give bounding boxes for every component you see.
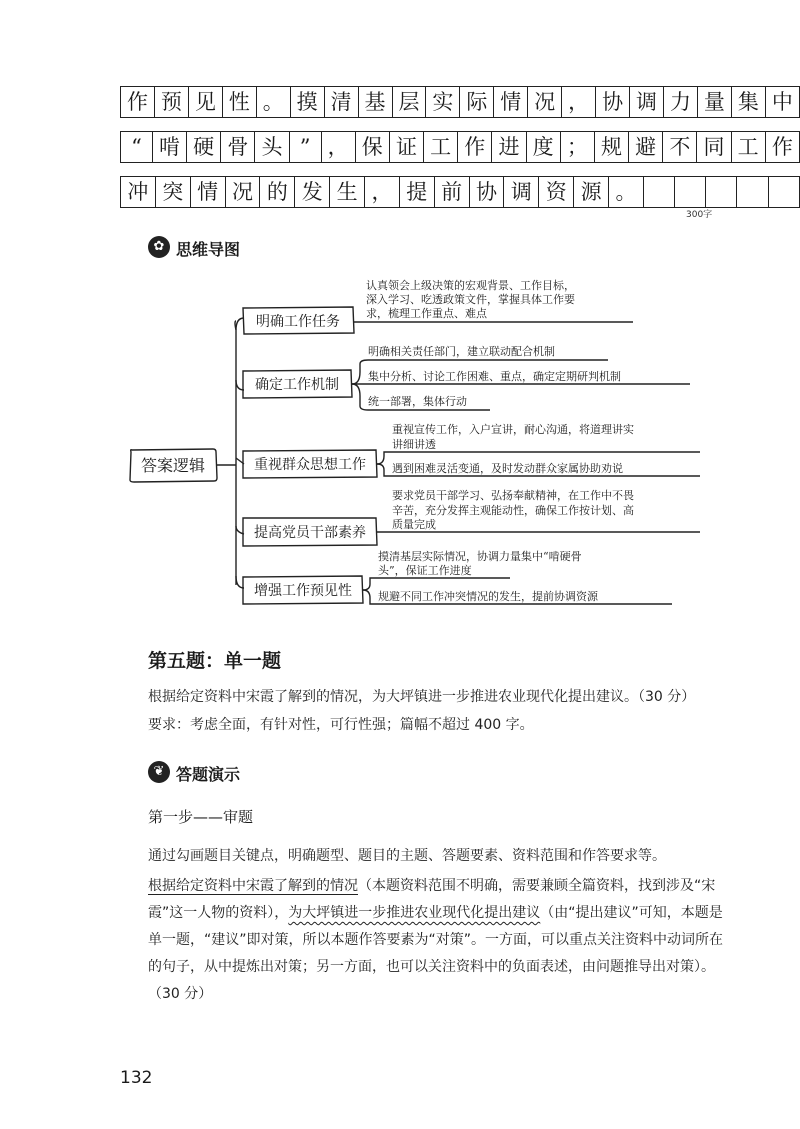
grid-cell: 工 [731, 132, 765, 163]
grid-cell: 集 [731, 87, 765, 118]
mindmap-heading: 思维导图 [176, 240, 241, 259]
grid-cell: ； [560, 132, 594, 163]
grid-cell: 头 [255, 132, 289, 163]
grid-cell: 的 [260, 177, 295, 208]
grid-cell: 况 [225, 177, 260, 208]
grid-cell: “ [121, 132, 153, 163]
grid-cell: 证 [389, 132, 423, 163]
mindmap-branch: 提高党员干部素养 [254, 525, 366, 541]
grid-cell: 冲 [121, 177, 156, 208]
grid-cell: 摸 [290, 87, 324, 118]
grid-cell: 度 [526, 132, 560, 163]
grid-cell: 避 [629, 132, 663, 163]
grid-cell: 清 [324, 87, 358, 118]
mindmap-leaf: 统一部署，集体行动 [368, 395, 467, 408]
mindmap-leaf: 求，梳理工作重点、难点 [366, 307, 487, 320]
grid-cell: ， [562, 87, 596, 118]
question-requirement: 要求：考虑全面，有针对性，可行性强；篇幅不超过 400 字。 [148, 717, 534, 733]
leaf-icon: ❦ [148, 761, 170, 783]
grid-cell: 作 [121, 87, 155, 118]
grid-cell: 工 [424, 132, 458, 163]
analysis-paragraph [148, 873, 728, 1008]
grid-cell: 发 [295, 177, 330, 208]
mindmap-leaf: 要求党员干部学习、弘扬奉献精神，在工作中不畏 [392, 489, 634, 502]
grid-cell: 前 [434, 177, 469, 208]
grid-cell: 情 [494, 87, 528, 118]
mindmap-leaf: 明确相关责任部门，建立联动配合机制 [368, 345, 555, 358]
mindmap-leaf: 讲细讲透 [392, 438, 436, 451]
grid-cell: 协 [469, 177, 504, 208]
grid-cell: 骨 [221, 132, 255, 163]
grid-cell: 调 [630, 87, 664, 118]
grid-cell: 实 [426, 87, 460, 118]
mindmap-branch: 确定工作机制 [255, 377, 339, 393]
mindmap-leaf: 集中分析、讨论工作困难、重点，确定定期研判机制 [368, 370, 621, 383]
analysis-intro: 通过勾画题目关键点，明确题型、题目的主题、答题要素、资料范围和作答要求等。 [148, 848, 666, 864]
question-prompt: 根据给定资料中宋霞了解到的情况，为大坪镇进一步推进农业现代化提出建议。（30 分） [148, 689, 696, 705]
grid-cell: 见 [188, 87, 222, 118]
grid-cell: 协 [596, 87, 630, 118]
grid-cell: 啃 [152, 132, 186, 163]
grid-cell: 情 [190, 177, 225, 208]
grid-cell: 基 [358, 87, 392, 118]
highlight-task: 为大坪镇进一步推进农业现代化提出建议 [288, 905, 541, 921]
mindmap-leaf: 深入学习、吃透政策文件，掌握具体工作要 [366, 293, 575, 306]
demo-heading: 答题演示 [176, 765, 241, 784]
grid-cell: 力 [664, 87, 698, 118]
grid-cell: 预 [154, 87, 188, 118]
grid-cell: 进 [492, 132, 526, 163]
mindmap-leaf: 头”，保证工作进度 [378, 564, 472, 577]
grid-cell: 不 [663, 132, 697, 163]
mindmap-root: 答案逻辑 [140, 456, 206, 475]
mindmap-branch: 明确工作任务 [256, 314, 340, 330]
grid-cell: 规 [594, 132, 628, 163]
grid-cell: ” [289, 132, 321, 163]
grid-cell: 中 [765, 87, 799, 118]
grid-cell: 。 [609, 177, 644, 208]
flower-icon: ✿ [148, 236, 170, 258]
grid-cell: 量 [697, 87, 731, 118]
step-title: 第一步——审题 [148, 808, 254, 826]
mindmap-leaf: 辛苦，充分发挥主观能动性，确保工作按计划、高 [392, 504, 634, 517]
grid-cell: 况 [528, 87, 562, 118]
grid-cell: 资 [539, 177, 574, 208]
grid-cell: 调 [504, 177, 539, 208]
question-title: 第五题：单一题 [148, 650, 282, 672]
grid-cell: 生 [330, 177, 365, 208]
grid-cell: 同 [697, 132, 731, 163]
analysis-note: （本题资料范围不明确，需要兼顾全篇资料，找到涉及“宋霞”这一人物的资料）， [148, 878, 716, 921]
page-number: 132 [120, 1068, 153, 1088]
mindmap-leaf: 重视宣传工作，入户宣讲，耐心沟通，将道理讲实 [392, 423, 634, 436]
mindmap-leaf: 规避不同工作冲突情况的发生，提前协调资源 [378, 590, 598, 603]
word-count: 300字 [686, 210, 713, 220]
mindmap-leaf: 质量完成 [392, 518, 436, 531]
highlight-material-scope: 根据给定资料中宋霞了解到的情况 [148, 878, 358, 894]
grid-cell: ， [321, 132, 355, 163]
grid-cell: 硬 [187, 132, 221, 163]
grid-cell: 层 [392, 87, 426, 118]
grid-cell: 源 [574, 177, 609, 208]
grid-cell: 提 [399, 177, 434, 208]
mindmap-leaf: 遇到困难灵活变通，及时发动群众家属协助劝说 [392, 462, 623, 475]
mindmap-leaf: 认真领会上级决策的宏观背景、工作目标， [366, 279, 575, 292]
grid-cell: 际 [460, 87, 494, 118]
grid-cell: 作 [765, 132, 799, 163]
grid-cell: ， [365, 177, 400, 208]
analysis-note: （由“提出建议”可知，本题是单一题，“建议”即对策，所以本题作答要素为“对策”。一方面，可以重点关注资料中动词所在的句子，从中提炼出对策；另一方面，也可以关注资料中的负面表述，由问题推导出对策）。（30 分） [148, 905, 724, 1002]
grid-cell: 性 [222, 87, 256, 118]
grid-cell: 保 [355, 132, 389, 163]
mindmap-branch: 重视群众思想工作 [254, 457, 366, 473]
mindmap-leaf: 摸清基层实际情况，协调力量集中“啃硬骨 [378, 550, 582, 563]
grid-cell: 作 [458, 132, 492, 163]
grid-cell: 突 [155, 177, 190, 208]
mindmap-branch: 增强工作预见性 [254, 583, 352, 599]
grid-cell: 。 [256, 87, 290, 118]
